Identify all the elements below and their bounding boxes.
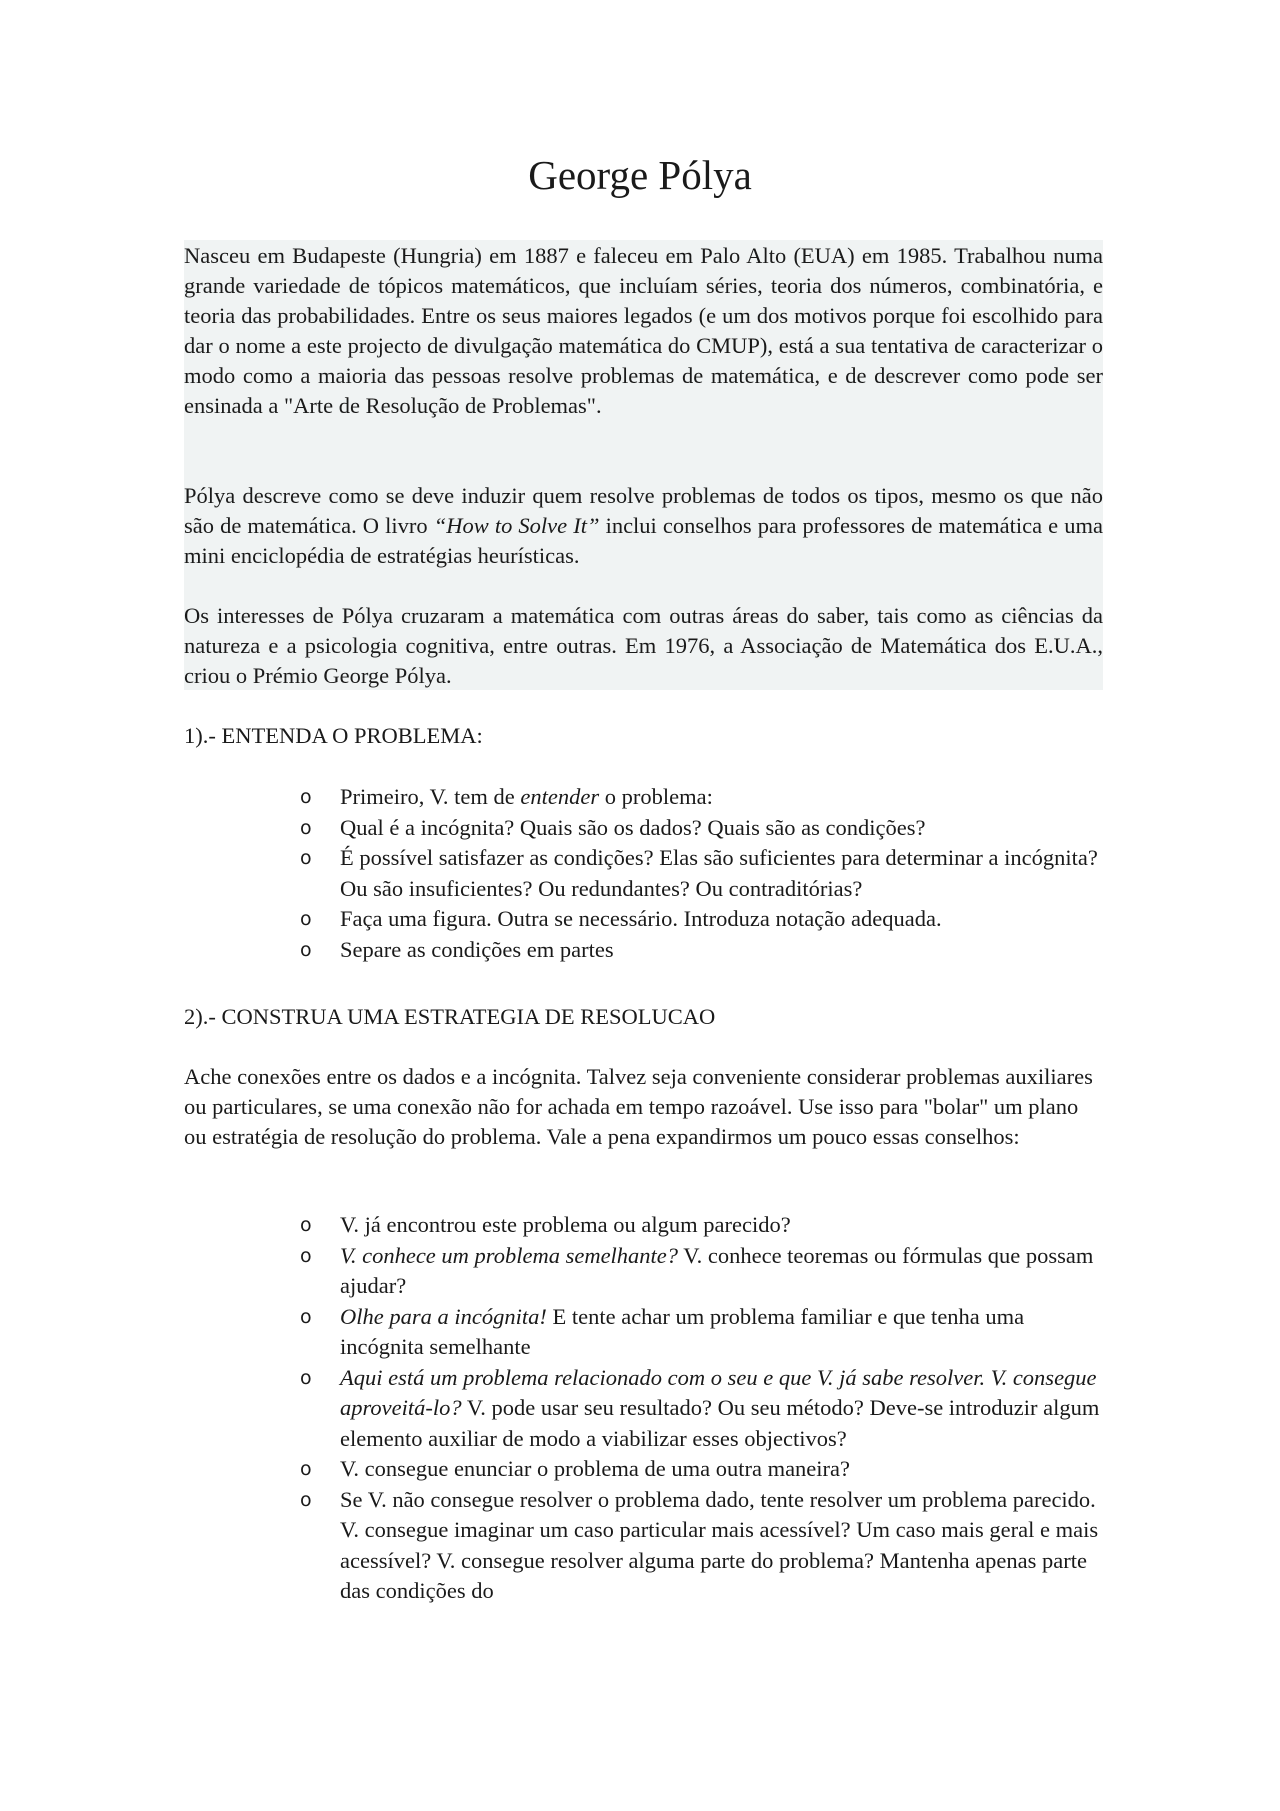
bullet-icon: o (300, 786, 312, 808)
list-item: o Primeiro, V. tem de entender o problema: (340, 782, 1103, 813)
list-item: o V. consegue enunciar o problema de uma outra maneira? (340, 1454, 1103, 1485)
bullet-icon: o (300, 1488, 312, 1511)
section-1-heading: 1).- ENTENDA O PROBLEMA: (184, 723, 483, 748)
list-item: o Se V. não consegue resolver o problema dado, tente resolver um problema parecido. V. consegue imaginar um caso particular mais acessível? Um caso mais geral e mais acessível? V. consegue resolver alguma parte do problema? Mantenha apenas parte das condições do (300, 1486, 1099, 1603)
intro-paragraph-2-end: inclui conselhos para professores de matemática e uma mini enciclopédia de estratégias heurísticas. (184, 513, 1103, 568)
bullet-icon: o (300, 1214, 312, 1236)
section-2-paragraph: Ache conexões entre os dados e a incógnita. Talvez seja conveniente considerar problemas auxiliares ou particulares, se uma conexão não for achada em tempo razoável. Use isso para "bolar" um plano ou estratégia de resolução do problema. Vale a pena expandirmos um pouco essas conselhos: (184, 1064, 1093, 1149)
list-item: o Faça uma figura. Outra se necessário. Introduza notação adequada. (340, 904, 1103, 935)
intro-paragraph-2 (184, 481, 1103, 571)
book-title: “How to Solve It” (433, 513, 600, 538)
list-item: o Qual é a incógnita? Quais são os dados? Quais são as condições? (340, 813, 1103, 844)
list-item: o É possível satisfazer as condições? Elas são suficientes para determinar a incógnita? Ou são insuficientes? Ou redundantes? Ou contraditórias? (300, 845, 1098, 901)
section-1-list (300, 782, 1103, 965)
bullet-icon: o (300, 1244, 312, 1267)
bullet-icon: o (300, 816, 312, 839)
intro-paragraph-2-start: Pólya descreve como se deve induzir quem resolve problemas de todos os tipos, mesmo os que não são de matemática. O livro (184, 483, 1103, 538)
section-2-list (300, 1210, 1103, 1607)
bullet-icon: o (300, 1366, 312, 1389)
list-item: o Separe as condições em partes (340, 935, 1103, 966)
bullet-icon: o (300, 938, 312, 961)
bullet-icon: o (300, 1305, 312, 1328)
bullet-icon: o (300, 908, 312, 930)
intro-paragraph-3: Os interesses de Pólya cruzaram a matemática com outras áreas do saber, tais como as ciências da natureza e a psicologia cognitiva, entre outras. Em 1976, a Associação de Matemática dos E.U.A., criou o Prémio George Pólya. (184, 603, 1103, 688)
intro-paragraph-1: Nasceu em Budapeste (Hungria) em 1887 e faleceu em Palo Alto (EUA) em 1985. Trabalhou numa grande variedade de tópicos matemáticos, que incluíam séries, teoria dos números, combinatória, e teoria das probabilidades. Entre os seus maiores legados (e um dos motivos porque foi escolhido para dar o nome a este projecto de divulgação matemática do CMUP), está a sua tentativa de caracterizar o modo como a maioria das pessoas resolve problemas de matemática, e de descrever como pode ser ensinada a "Arte de Resolução de Problemas". (184, 243, 1103, 418)
list-item: o Aqui está um problema relacionado com o seu e que V. já sabe resolver. V. consegue aproveitá-lo? V. pode usar seu resultado? Ou seu método? Deve-se introduzir algum elemento auxiliar de modo a viabilizar esses objectivos? (300, 1364, 1100, 1451)
page-title: George Pólya (528, 152, 752, 198)
bullet-icon: o (300, 1458, 312, 1480)
list-item: o V. conhece um problema semelhante? V. conhece teoremas ou fórmulas que possam ajudar? (300, 1242, 1094, 1298)
list-item: o Olhe para a incógnita! E tente achar um problema familiar e que tenha uma incógnita semelhante (300, 1303, 1025, 1359)
section-2-heading: 2).- CONSTRUA UMA ESTRATEGIA DE RESOLUCAO (184, 1004, 716, 1029)
bullet-icon: o (300, 847, 312, 869)
list-item: o V. já encontrou este problema ou algum parecido? (340, 1210, 1103, 1241)
